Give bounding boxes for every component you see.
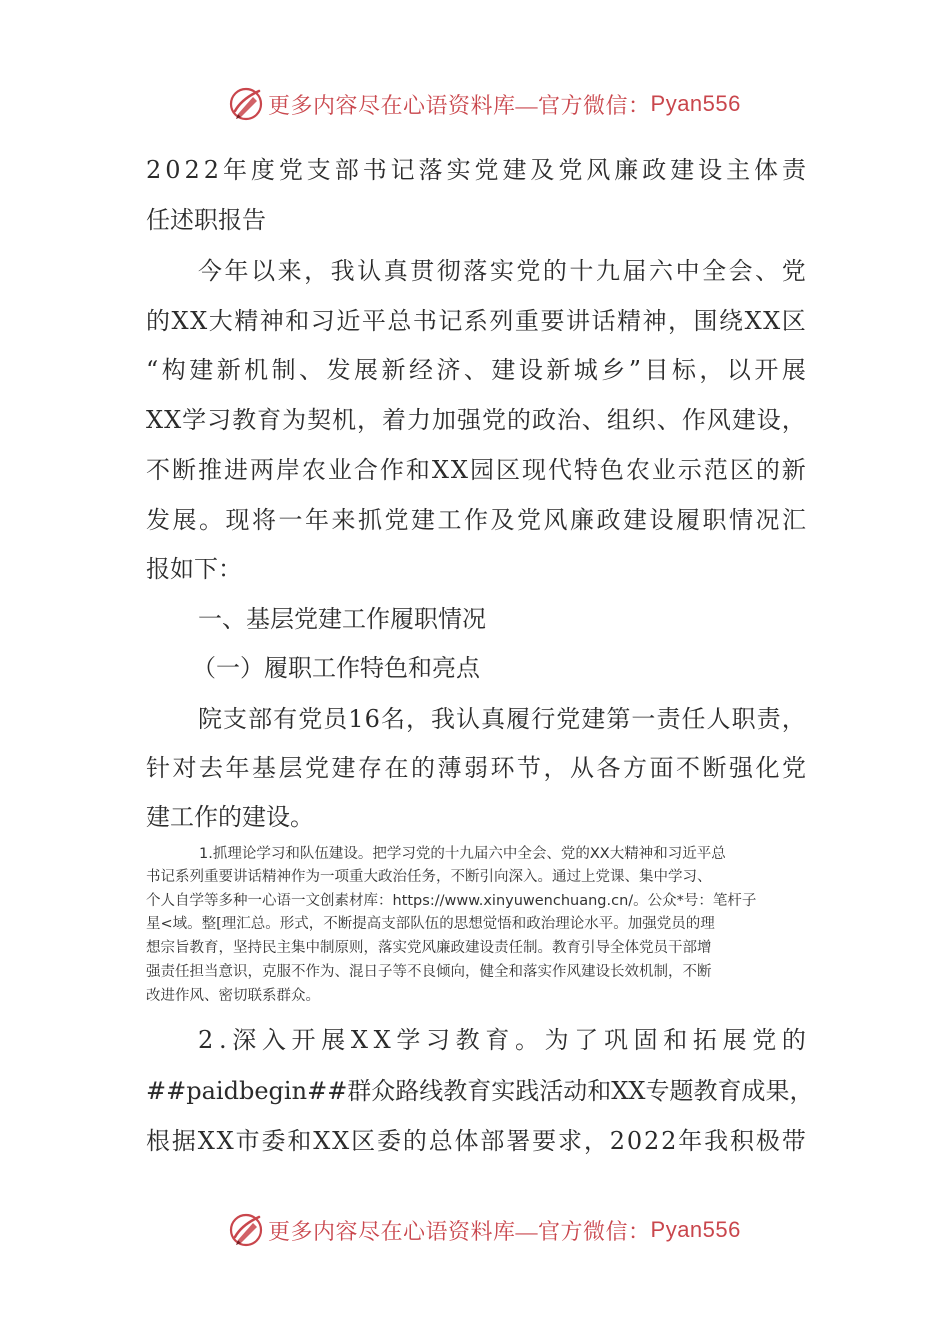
item1-line-1: 1.抓理论学习和队伍建设。把学习党的十九届六中全会、党的XX大精神和习近平总 (199, 846, 726, 862)
header-banner-text: 更多内容尽在心语资料库—官方微信： (268, 92, 651, 118)
item1-line-5: 想宗旨教育，坚持民主集中制原则，落实党风廉政建设责任制。教育引导全体党员干部增 (146, 940, 712, 956)
footer-banner[interactable] (226, 1210, 741, 1250)
item2-line-3: 根 据 X X 市 委 和 X X 区 委 的 总 体 部 署 要 求 ， 2 0 2 2 年 我 积 极 带 (146, 1127, 806, 1155)
header-banner-wechat: Pyan556 (650, 91, 741, 116)
item2-line-1: 2 . 深 入 开 展 X X 学 习 教 育 。 为 了 巩 固 和 拓 展 党 的 (198, 1026, 806, 1054)
item2-line-2: # # p a i d b e g i n # # 群 众 路 线 教 育 实 践 活 动 和 X X 专 题 教 育 成 果 ， (146, 1077, 814, 1105)
item1-line-4: 星<域。整[理汇总。形式，不断提高支部队伍的思想觉悟和政治理论水平。加强党员的理 (146, 916, 715, 932)
pen-logo-icon (226, 1210, 266, 1250)
footer-banner-text: 更多内容尽在心语资料库—官方微信： (268, 1218, 651, 1244)
intro-line-7: 报如下： (146, 555, 242, 583)
intro-line-4: X X 学 习 教 育 为 契 机 ， 着 力 加 强 党 的 政 治 、 组 织 、 作 风 建 设 ， (146, 406, 806, 434)
item1-line-3: 个人自学等多种一心语一文创素材库：https://www.xinyuwenchuang.cn/。公众*号：笔杆子 (146, 893, 757, 909)
item1-line-2: 书记系列重要讲话精神作为一项重大政治任务，不断引向深入。通过上党课、集中学习、 (146, 869, 712, 885)
pen-logo-icon (226, 84, 266, 124)
footer-banner-wechat: Pyan556 (650, 1217, 741, 1242)
title-line-2: 任述职报告 (146, 206, 266, 234)
intro-line-1: 今 年 以 来 ， 我 认 真 贯 彻 落 实 党 的 十 九 届 六 中 全 会 、 党 (198, 257, 806, 285)
members-line-3: 建工作的建设。 (146, 803, 314, 831)
item1-line-7: 改进作风、密切联系群众。 (146, 988, 320, 1004)
subsection-1-heading: （一）履职工作特色和亮点 (192, 654, 480, 682)
header-banner[interactable] (226, 84, 741, 124)
intro-line-2: 的 X X 大 精 神 和 习 近 平 总 书 记 系 列 重 要 讲 话 精 神 ， 围 绕 X X 区 (146, 307, 806, 335)
title-line-1: 2 0 2 2 年 度 党 支 部 书 记 落 实 党 建 及 党 风 廉 政 建 设 主 体 责 (146, 156, 806, 184)
item1-line-6: 强责任担当意识，克服不作为、混日子等不良倾向，健全和落实作风建设长效机制，不断 (146, 964, 712, 980)
members-line-1: 院 支 部 有 党 员 1 6 名 ， 我 认 真 履 行 党 建 第 一 责 任 人 职 责 ， (198, 705, 806, 733)
intro-line-3: “ 构 建 新 机 制 、 发 展 新 经 济 、 建 设 新 城 乡 ” 目 标 ， 以 开 展 (146, 356, 806, 384)
members-line-2: 针 对 去 年 基 层 党 建 存 在 的 薄 弱 环 节 ， 从 各 方 面 不 断 强 化 党 (146, 754, 806, 782)
intro-line-5: 不 断 推 进 两 岸 农 业 合 作 和 X X 园 区 现 代 特 色 农 业 示 范 区 的 新 (146, 456, 806, 484)
section-1-heading: 一、基层党建工作履职情况 (198, 605, 486, 633)
intro-line-6: 发 展 。 现 将 一 年 来 抓 党 建 工 作 及 党 风 廉 政 建 设 履 职 情 况 汇 (146, 506, 806, 534)
